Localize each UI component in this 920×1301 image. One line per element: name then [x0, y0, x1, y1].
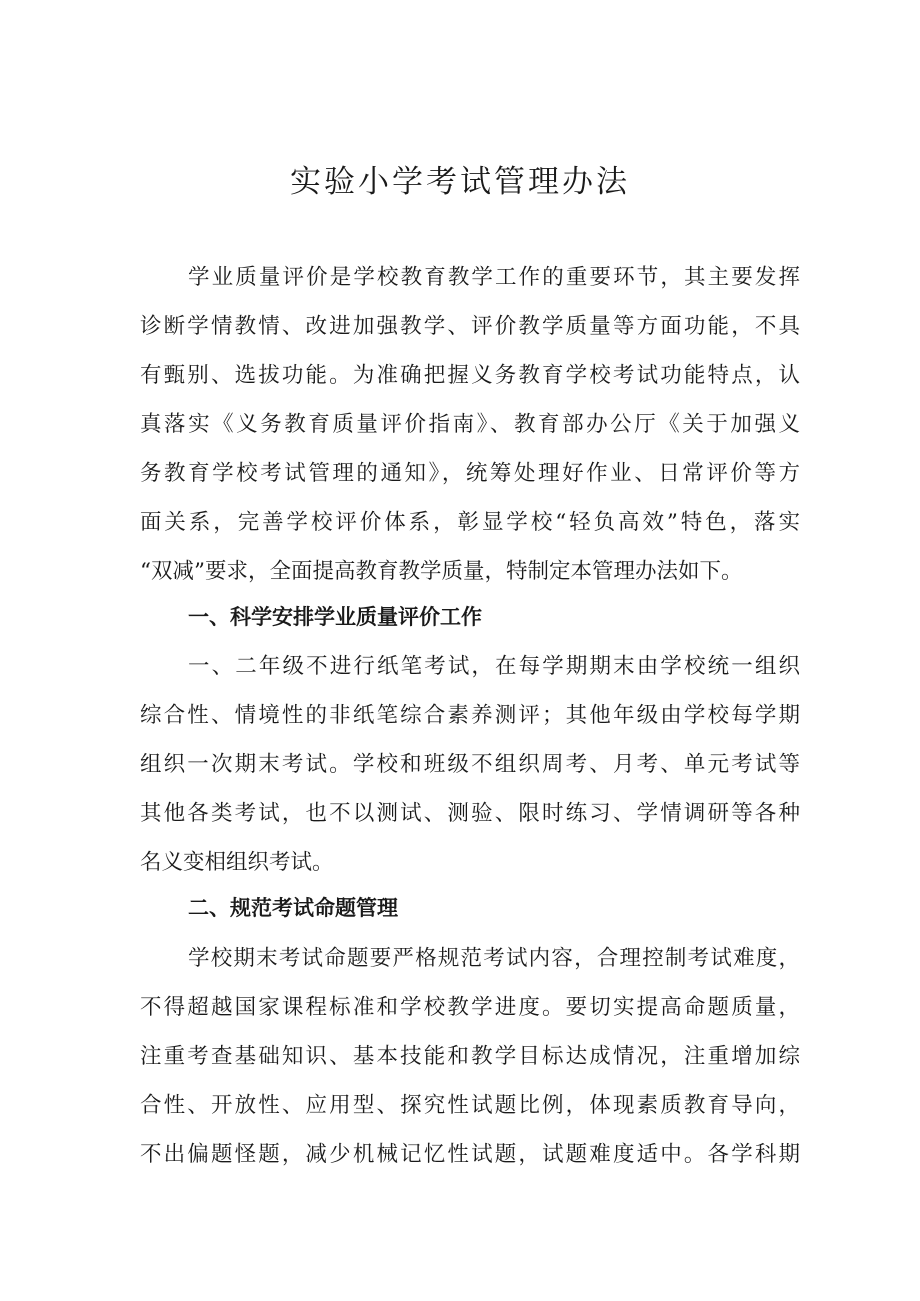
paragraph-line: 学业质量评价是学校教育教学工作的重要环节，其主要发挥 — [188, 265, 800, 290]
paragraph-line: 名义变相组织考试。 — [140, 850, 334, 875]
paragraph-line: 注重考查基础知识、基本技能和教学目标达成情况，注重增加综 — [140, 1044, 800, 1069]
paragraph-line: 学校期末考试命题要严格规范考试内容，合理控制考试难度， — [188, 946, 800, 971]
paragraph-line: 诊断学情教情、改进加强教学、评价教学质量等方面功能，不具 — [140, 314, 800, 339]
paragraph-line: 一、二年级不进行纸笔考试，在每学期期末由学校统一组织 — [188, 654, 800, 679]
paragraph-line: “双减”要求，全面提高教育教学质量，特制定本管理办法如下。 — [140, 559, 743, 584]
section-heading: 一、科学安排学业质量评价工作 — [188, 605, 482, 629]
paragraph-line: 不得超越国家课程标准和学校教学进度。要切实提高命题质量， — [140, 995, 800, 1020]
paragraph-line: 务教育学校考试管理的通知》，统筹处理好作业、日常评价等方 — [140, 461, 800, 486]
document-title: 实验小学考试管理办法 — [290, 164, 630, 200]
paragraph-line: 合性、开放性、应用型、探究性试题比例，体现素质教育导向， — [140, 1093, 800, 1118]
paragraph-line: 真落实《义务教育质量评价指南》、教育部办公厅《关于加强义 — [140, 412, 800, 437]
paragraph-line: 其他各类考试，也不以测试、测验、限时练习、学情调研等各种 — [140, 801, 800, 826]
section-heading: 二、规范考试命题管理 — [188, 896, 398, 920]
paragraph-line: 组织一次期末考试。学校和班级不组织周考、月考、单元考试等 — [140, 752, 800, 777]
paragraph-line: 有甄别、选拔功能。为准确把握义务教育学校考试功能特点，认 — [140, 363, 800, 388]
paragraph-line: 面关系，完善学校评价体系，彰显学校“轻负高效”特色，落实 — [140, 510, 800, 535]
paragraph-line: 不出偏题怪题，减少机械记忆性试题，试题难度适中。各学科期 — [140, 1142, 800, 1167]
paragraph-line: 综合性、情境性的非纸笔综合素养测评；其他年级由学校每学期 — [140, 703, 800, 728]
